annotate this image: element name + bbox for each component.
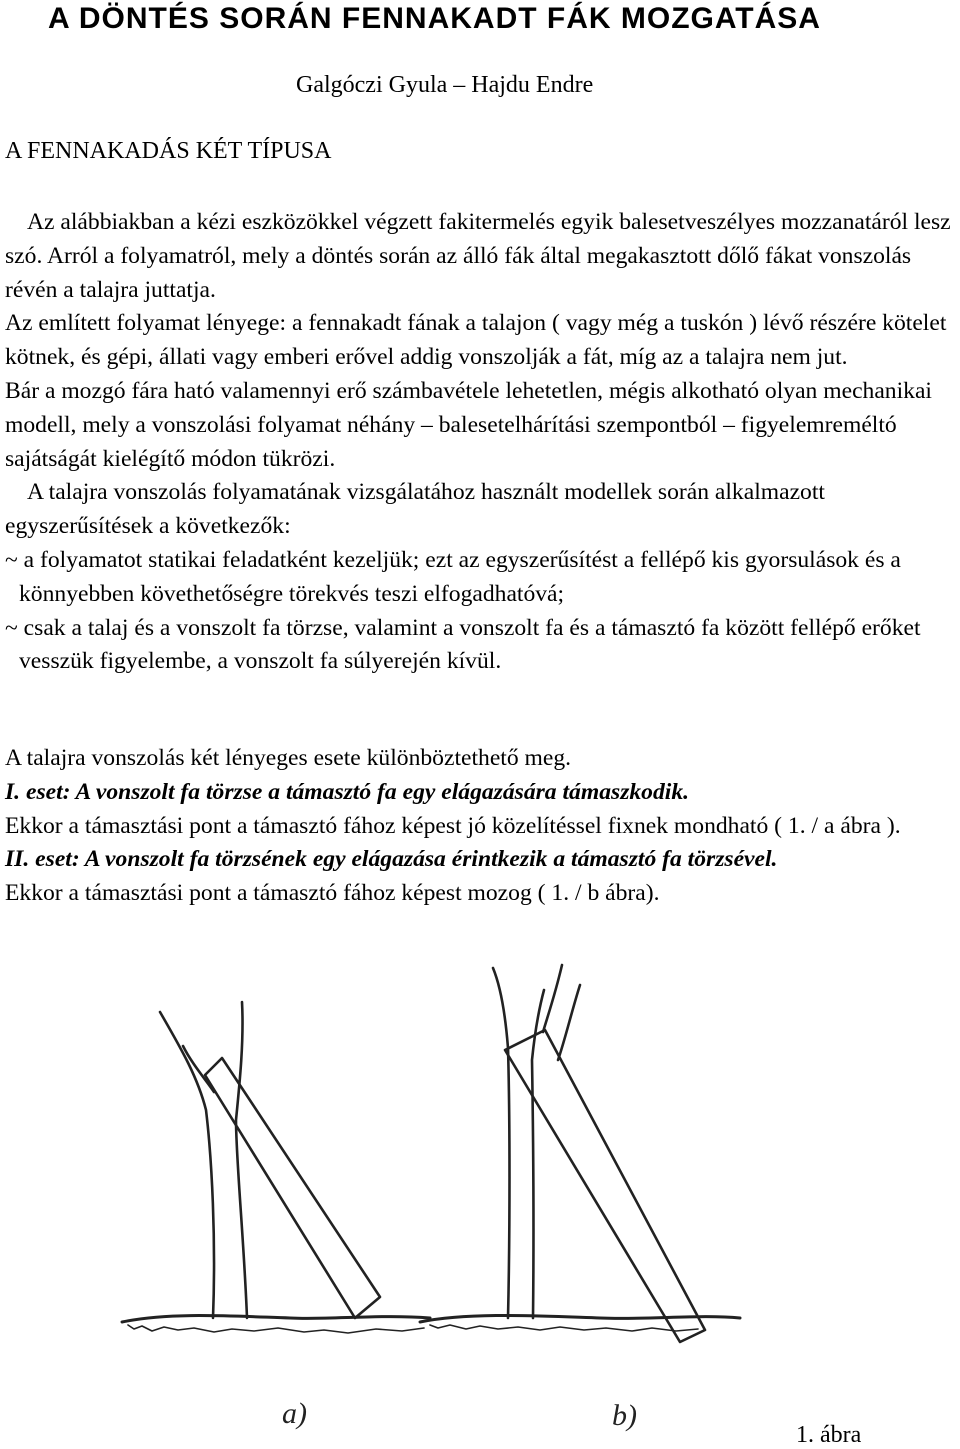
case-2-text: Ekkor a támasztási pont a támasztó fához képest mozog ( 1. / b ábra). [5, 880, 660, 907]
figure-b-support-tree [493, 968, 544, 1318]
figure-b-dragged-tree [505, 965, 705, 1342]
case-1-text: Ekkor a támasztási pont a támasztó fához képest jó közelítéssel fixnek mondható ( 1. / a ábra ). [5, 812, 901, 839]
case-2-heading: II. eset: A vonszolt fa törzsének egy elágazása érintkezik a támasztó fa törzsével. [5, 846, 778, 873]
case-1-heading: I. eset: A vonszolt fa törzse a támasztó fa egy elágazására támaszkodik. [5, 778, 690, 805]
paragraph-2: Az említett folyamat lényege: a fennakadt fának a talajon ( vagy még a tuskón ) lévő részére kötelet kötnek, és gépi, állati vagy emberi erővel addig vonszolják a fát, míg az a talajra nem jut. [5, 310, 947, 371]
paragraph-5: A talajra vonszolás két lényeges esete különböztethető meg. [5, 745, 572, 771]
paragraph-1: Az alábbiakban a kézi eszközökkel végzett fakitermelés egyik balesetveszélyes mozzanatáról lesz szó. Arról a folyamatról, mely a döntés során az álló fák által megakasztott dőlő fákat vonszolás révén a talajra juttatja. [5, 209, 951, 303]
document-title: A DÖNTÉS SORÁN FENNAKADT FÁK MOZGATÁSA [48, 2, 821, 35]
cases-text [5, 742, 960, 911]
paragraph-3: Bár a mozgó fára ható valamennyi erő számbavétele lehetetlen, mégis alkotható olyan mechanikai modell, mely a vonszolási folyamat néhány – balesetelhárítási szempontból – figyelemreméltó sajátságát kielégítő módon tükrözi. [5, 377, 932, 472]
paragraph-4: A talajra vonszolás folyamatának vizsgálatához használt modellek során alkalmazott egyszerűsítések a következők: [5, 479, 825, 540]
figure-a-support-tree [160, 1002, 247, 1318]
figure-a-dragged-tree [205, 1058, 380, 1318]
figure-label-b: b) [612, 1399, 637, 1432]
figure-label-a: a) [282, 1397, 307, 1430]
tree-figure [0, 955, 960, 1448]
figure-a-ground [122, 1316, 430, 1323]
figure-caption: 1. ábra [796, 1422, 862, 1448]
list-item-2: ~ csak a talaj és a vonszolt fa törzse, valamint a vonszolt fa és a támasztó fa között fellépő erőket vesszük figyelembe, a vonszolt fa súlyerején kívül. [5, 614, 921, 675]
figure-b-ground [420, 1316, 740, 1323]
list-item-1: ~ a folyamatot statikai feladatként kezeljük; ezt az egyszerűsítést a fellépő kis gyorsulások és a könnyebben követhetőségre törekvés teszi elfogadhatóvá; [5, 546, 901, 607]
body-text [5, 206, 960, 679]
authors: Galgóczi Gyula – Hajdu Endre [296, 72, 594, 98]
section-heading: A FENNAKADÁS KÉT TÍPUSA [5, 138, 332, 164]
